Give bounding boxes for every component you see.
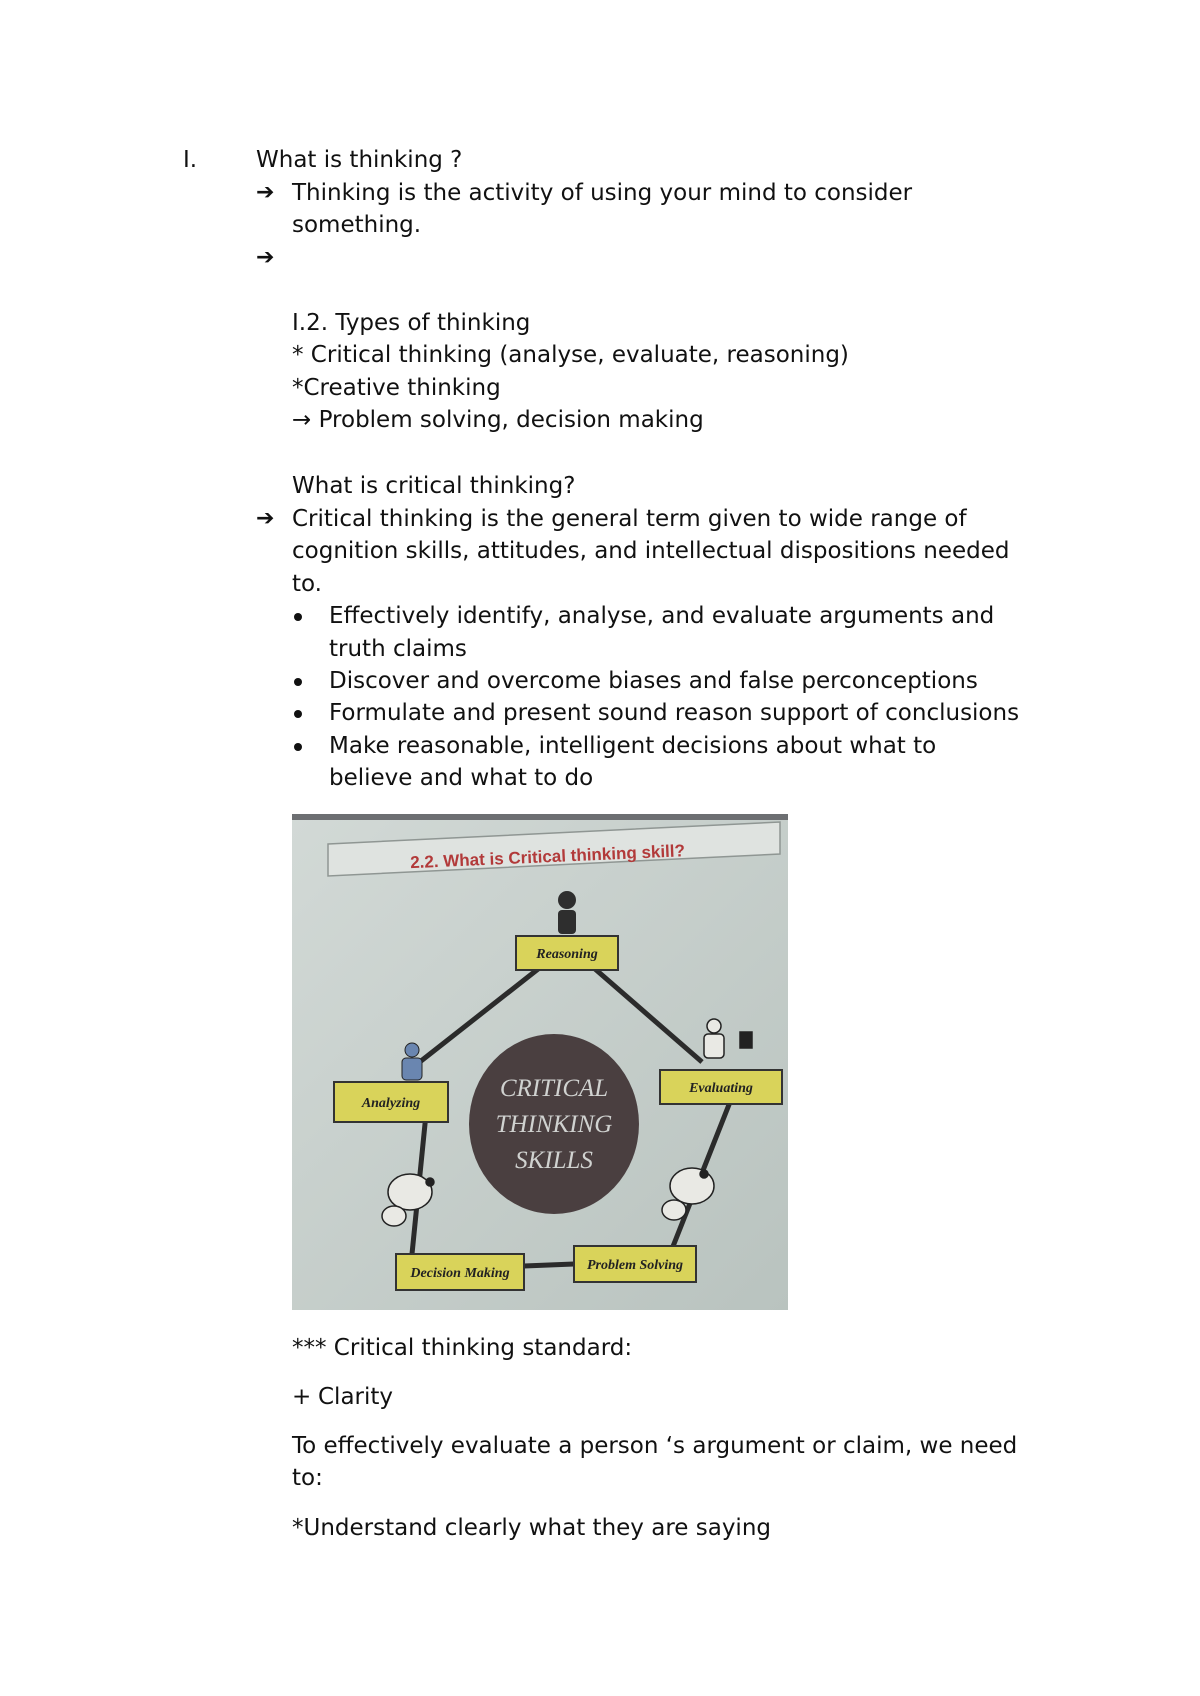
bullet-item: believe and what to do <box>329 765 594 791</box>
node-label-decision-making: Decision Making <box>410 1266 510 1281</box>
types-result: → Problem solving, decision making <box>292 407 704 433</box>
critical-definition: to. <box>292 571 322 597</box>
slide-title: 2.2. What is Critical thinking skill? <box>409 841 686 873</box>
bullet-icon <box>294 743 302 751</box>
bullet-icon <box>294 710 302 718</box>
definition-line: something. <box>292 212 422 238</box>
section-numeral: I. <box>183 147 198 173</box>
types-critical: * Critical thinking (analyse, evaluate, reasoning) <box>292 342 849 368</box>
arrow-right-icon: ➔ <box>256 506 275 531</box>
node-label-evaluating: Evaluating <box>689 1081 753 1096</box>
critical-question: What is critical thinking? <box>292 473 576 499</box>
critical-definition: cognition skills, attitudes, and intellectual dispositions needed <box>292 538 1010 564</box>
node-label-reasoning: Reasoning <box>536 947 598 962</box>
bullet-icon <box>294 678 302 686</box>
standard-heading: *** Critical thinking standard: <box>292 1335 633 1361</box>
bullet-item: Discover and overcome biases and false perconceptions <box>329 668 978 694</box>
types-creative: *Creative thinking <box>292 375 501 401</box>
bullet-item: truth claims <box>329 636 467 662</box>
definition-line: Thinking is the activity of using your mind to consider <box>292 180 913 206</box>
slide-top-edge <box>292 814 788 820</box>
understand-line: *Understand clearly what they are saying <box>292 1515 771 1541</box>
arrow-right-icon: ➔ <box>256 180 275 205</box>
plus-icon: + <box>292 1384 312 1410</box>
center-label: SKILLS <box>515 1147 593 1174</box>
critical-definition: Critical thinking is the general term given to wide range of <box>292 506 967 532</box>
node-label-analyzing: Analyzing <box>361 1096 421 1111</box>
section-heading: What is thinking ? <box>256 147 463 173</box>
arrow-right-icon: ➔ <box>256 245 275 270</box>
node-label-problem-solving: Problem Solving <box>586 1258 684 1273</box>
center-label: THINKING <box>495 1111 613 1138</box>
types-heading: I.2. Types of thinking <box>292 310 531 336</box>
center-label: CRITICAL <box>499 1075 609 1102</box>
cartoon-analyst-icon <box>402 1043 422 1080</box>
bullet-icon <box>294 613 302 621</box>
bullet-item: Make reasonable, intelligent decisions about what to <box>329 733 937 759</box>
critical-thinking-slide-photo <box>292 814 788 1310</box>
clarity-label: Clarity <box>318 1384 394 1410</box>
bullet-item: Effectively identify, analyse, and evaluate arguments and <box>329 603 995 629</box>
bullet-item: Formulate and present sound reason support of conclusions <box>329 700 1020 726</box>
standard-paragraph: To effectively evaluate a person ‘s argument or claim, we need <box>292 1433 1018 1459</box>
cartoon-thinker-icon <box>558 891 576 934</box>
standard-paragraph: to: <box>292 1465 323 1491</box>
